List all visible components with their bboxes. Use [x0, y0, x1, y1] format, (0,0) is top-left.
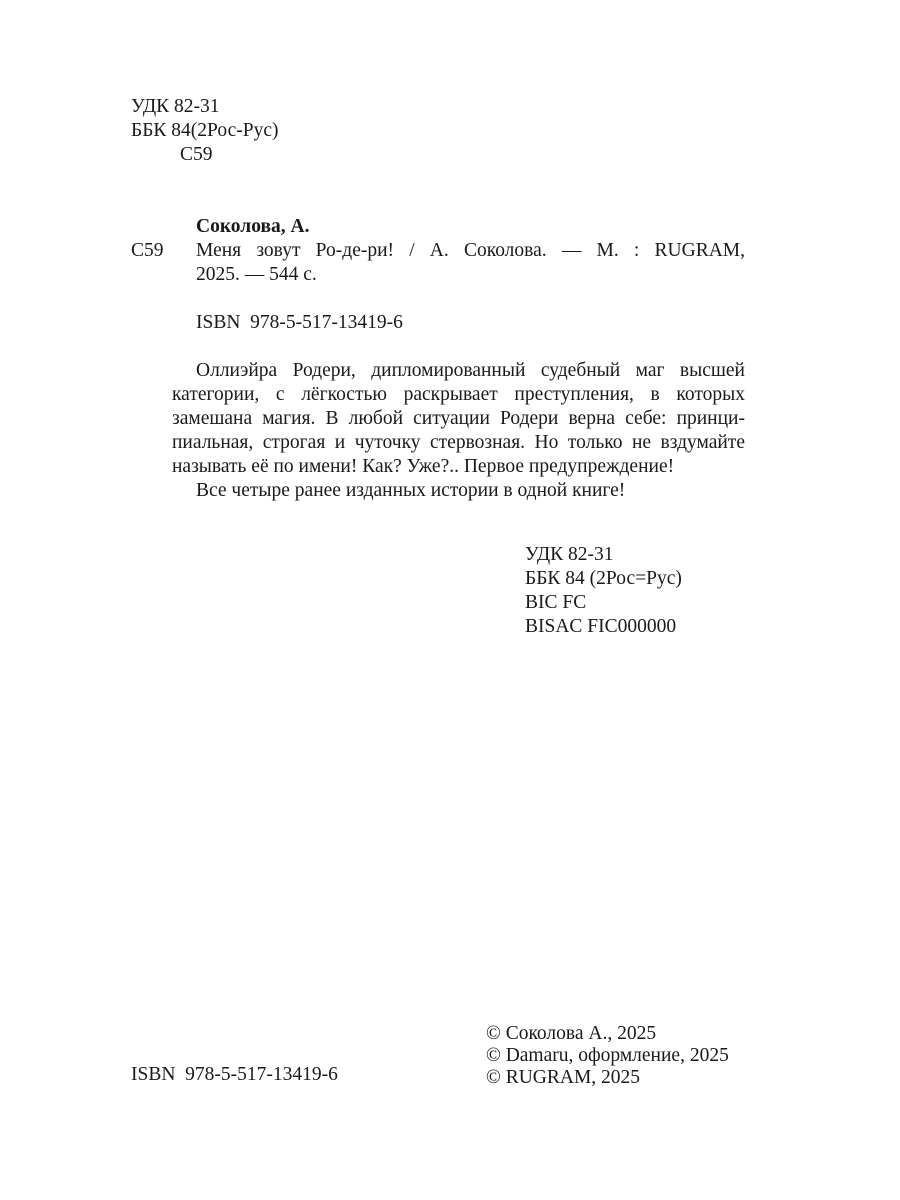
udk-code: УДК 82-31	[131, 96, 220, 117]
classification-block	[525, 543, 682, 639]
copyright-line: © Damaru, оформление, 2025	[486, 1045, 729, 1066]
record-isbn: ISBN 978-5-517-13419-6	[196, 312, 403, 333]
copyright-line: © Соколова А., 2025	[486, 1023, 657, 1044]
annotation-line: называть её по имени! Как? Уже?.. Первое предупреждение!	[172, 456, 675, 477]
footer-isbn: ISBN 978-5-517-13419-6	[131, 1064, 338, 1085]
annotation-last-line: Все четыре ранее изданных истории в одной книге!	[196, 480, 626, 501]
copyright-block	[486, 1023, 729, 1089]
classification-line: ББК 84 (2Рос=Рус)	[525, 568, 682, 589]
record-author-mark: С59	[131, 240, 164, 261]
annotation-line: замешана магия. В любой ситуации Родери верна себе: принци-	[172, 408, 745, 429]
annotation-line: пиальная, строгая и чуточку стервозная. Но только не вздумайте	[172, 432, 745, 453]
copyright-line: © RUGRAM, 2025	[486, 1067, 641, 1088]
author-mark: С59	[180, 144, 213, 165]
annotation-line: Оллиэйра Родери, дипломированный судебный маг высшей	[196, 360, 745, 381]
bbk-code: ББК 84(2Рос-Рус)	[131, 120, 279, 141]
classification-line: BISAC FIC000000	[525, 616, 677, 637]
classification-line: BIC FC	[525, 592, 587, 613]
record-author: Соколова, А.	[196, 216, 310, 237]
annotation-line: категории, с лёгкостью раскрывает преступления, в которых	[172, 384, 745, 405]
classification-line: УДК 82-31	[525, 544, 614, 565]
record-title-line: Меня зовут Ро-де-ри! / А. Соколова. — М. : RUGRAM,	[196, 240, 745, 261]
record-title-line: 2025. — 544 с.	[196, 264, 317, 285]
